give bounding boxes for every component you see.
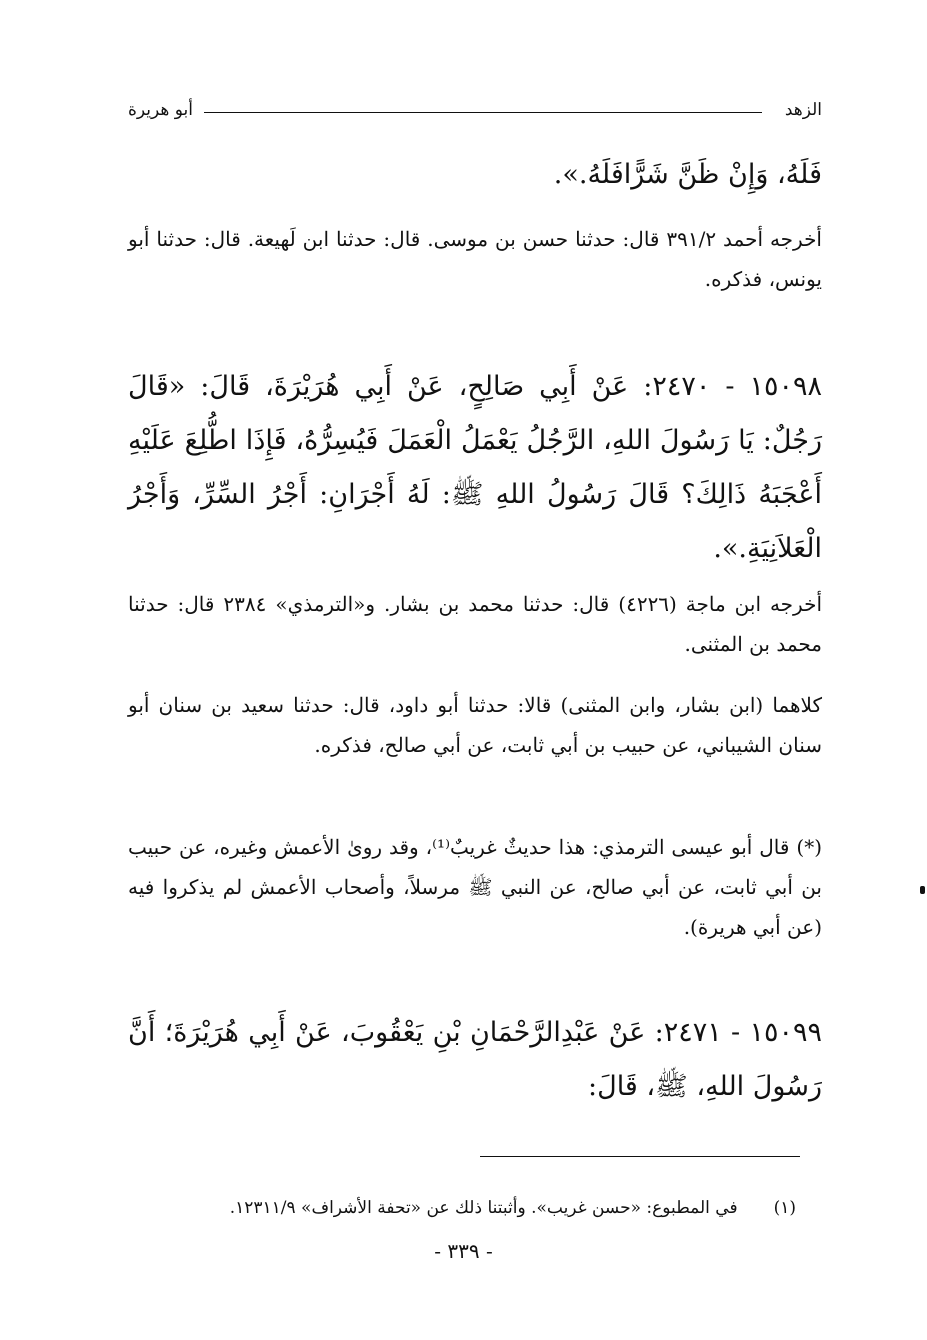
footnote	[128, 1194, 796, 1222]
page-number: - ٣٣٩ -	[434, 1239, 493, 1263]
footnote-marker: (١)	[773, 1198, 796, 1218]
takhrij-chain-note: كلاهما (ابن بشار، وابن المثنى) قالا: حدثنا أبو داود، قال: حدثنا سعيد بن سنان أبو سنان الشيباني، عن حبيب بن أبي ثابت، عن أبي صالح، فذكره.	[128, 693, 822, 757]
footnote-rule	[480, 1156, 800, 1157]
footnote-text: في المطبوع: «حسن غريب». وأثبتنا ذلك عن «تحفة الأشراف» ١٢٣١١/٩.	[229, 1198, 738, 1218]
tirmidhi-comment: (*) قال أبو عيسى الترمذي: هذا حديثٌ غريبٌ⁽¹⁾، وقد روىٰ الأعمش وغيره، عن حبيب بن أبي ثابت، عن أبي صالح، عن النبي ﷺ مرسلاً، وأصحاب الأعمش لم يذكروا فيه (عن أبي هريرة).	[128, 835, 822, 939]
header-section-title: أبو هريرة	[128, 100, 194, 120]
hadith-15099: ١٥٠٩٩ - ٢٤٧١: عَنْ عَبْدِالرَّحْمَانِ بْنِ يَعْقُوبَ، عَنْ أَبِي هُرَيْرَةَ؛ أَنَّ رَسُولَ اللهِ، ﷺ، قَالَ:	[128, 1017, 822, 1102]
header-book-title: الزهد	[784, 100, 822, 120]
running-header	[128, 98, 822, 128]
margin-mark	[920, 886, 925, 894]
hadith-15098: ١٥٠٩٨ - ٢٤٧٠: عَنْ أَبِي صَالِحٍ، عَنْ أَبِي هُرَيْرَةَ، قَالَ: «قَالَ رَجُلٌ: يَا رَسُولَ اللهِ، الرَّجُلُ يَعْمَلُ الْعَمَلَ فَيُسِرُّهُ، فَإِذَا اطُّلِعَ عَلَيْهِ أَعْجَبَهُ ذَالِكَ؟ قَالَ رَسُولُ اللهِ ﷺ: لَهُ أَجْرَانِ: أَجْرُ السِّرِّ، وَأَجْرُ الْعَلاَنِيَةِ.».	[128, 371, 822, 564]
header-rule	[204, 112, 762, 113]
hadith-continuation: فَلَهُ، وَإِنْ ظَنَّ شَرًّافَلَهُ.».	[553, 159, 822, 190]
takhrij-ibn-majah-tirmidhi: أخرجه ابن ماجة (٤٢٢٦) قال: حدثنا محمد بن بشار. و«الترمذي» ٢٣٨٤ قال: حدثنا محمد بن المثنى.	[128, 592, 823, 656]
takhrij-ahmad: أخرجه أحمد ٣٩١/٢ قال: حدثنا حسن بن موسى. قال: حدثنا ابن لَهيعة. قال: حدثنا أبو يونس، فذكره.	[128, 227, 822, 291]
